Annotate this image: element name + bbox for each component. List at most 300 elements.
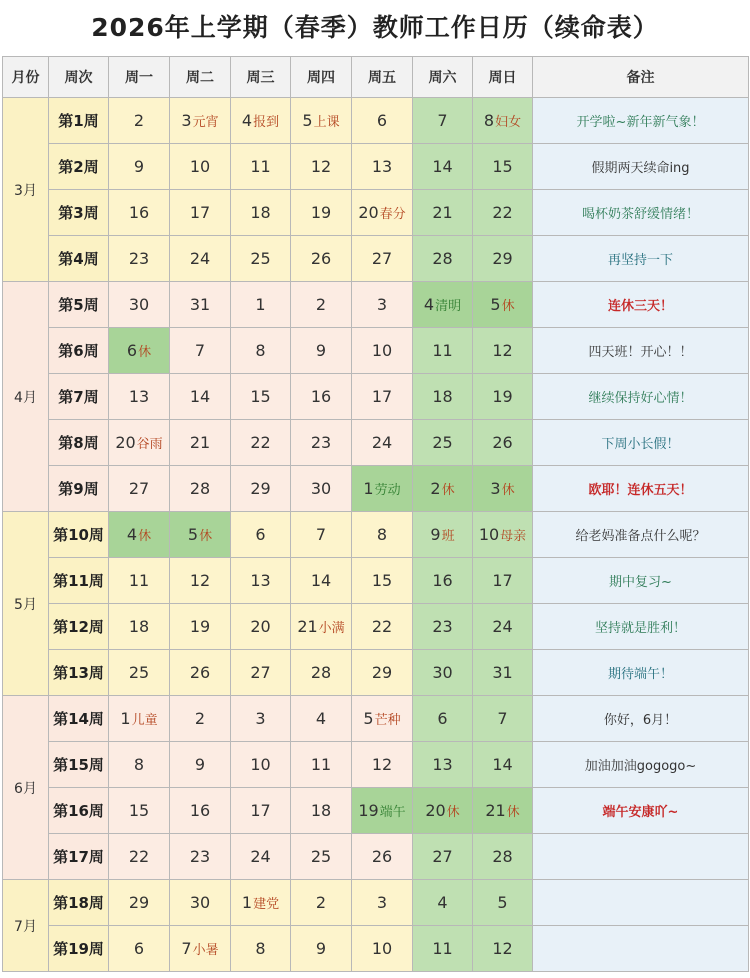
day-number: 30 — [432, 663, 453, 682]
day-number: 24 — [250, 847, 271, 866]
day-number: 9 — [194, 755, 206, 774]
day-cell — [170, 190, 231, 236]
table-row — [3, 328, 749, 374]
day-number: 4 — [437, 893, 448, 912]
day-number: 7 — [194, 341, 206, 360]
day-number: 18 — [128, 617, 150, 636]
day-number: 21 — [432, 203, 453, 222]
day-cell — [413, 650, 473, 696]
day-number: 10 — [250, 755, 271, 774]
day-cell — [231, 420, 291, 466]
month-label: 4月 — [3, 282, 49, 512]
week-label: 第9周 — [49, 466, 109, 512]
day-cell — [291, 328, 352, 374]
day-number: 22 — [371, 617, 393, 636]
day-cell — [473, 880, 533, 926]
day-cell — [170, 650, 231, 696]
day-number: 13 — [432, 755, 453, 774]
day-cell — [473, 512, 533, 558]
day-tag: 休 — [501, 483, 515, 498]
page-title: 2026年上学期（春季）教师工作日历（续命表） — [91, 13, 659, 42]
day-number: 12 — [189, 571, 211, 590]
day-cell — [352, 512, 413, 558]
day-tag: 小暑 — [192, 943, 219, 958]
day-cell — [231, 696, 291, 742]
day-cell — [170, 880, 231, 926]
day-cell — [170, 512, 231, 558]
note-cell: 坚持就是胜利！ — [533, 604, 749, 650]
day-cell — [170, 466, 231, 512]
table-row — [3, 144, 749, 190]
day-number: 16 — [189, 801, 211, 820]
day-tag: 休 — [138, 529, 152, 544]
week-label: 第17周 — [49, 834, 109, 880]
day-number: 6 — [437, 709, 448, 728]
day-number: 6 — [255, 525, 266, 544]
day-cell — [170, 604, 231, 650]
day-tag: 休 — [446, 805, 460, 820]
day-tag: 建党 — [253, 897, 280, 912]
table-row — [3, 788, 749, 834]
day-number: 2 — [430, 479, 441, 498]
day-number: 26 — [189, 663, 211, 682]
day-number: 7 — [497, 709, 508, 728]
day-number: 11 — [432, 341, 453, 360]
day-cell — [291, 144, 352, 190]
day-number: 14 — [432, 157, 453, 176]
day-cell — [170, 834, 231, 880]
day-cell — [109, 604, 170, 650]
day-cell — [170, 558, 231, 604]
day-cell — [473, 466, 533, 512]
day-number: 17 — [189, 203, 211, 222]
day-number: 20 — [115, 433, 136, 452]
note-cell: 你好，6月！ — [533, 696, 749, 742]
day-cell — [170, 420, 231, 466]
day-number: 8 — [483, 111, 495, 130]
table-row — [3, 466, 749, 512]
day-number: 21 — [189, 433, 211, 452]
header-sun: 周日 — [473, 57, 533, 98]
day-number: 19 — [492, 387, 513, 406]
day-number: 11 — [432, 939, 453, 958]
day-cell — [109, 880, 170, 926]
day-tag: 休 — [138, 345, 152, 360]
day-number: 1 — [363, 479, 374, 498]
day-number: 6 — [126, 341, 138, 360]
day-cell — [109, 144, 170, 190]
day-cell — [413, 742, 473, 788]
day-cell — [291, 880, 352, 926]
day-number: 3 — [181, 111, 192, 130]
month-label: 6月 — [3, 696, 49, 880]
day-number: 2 — [133, 111, 145, 130]
day-number: 20 — [425, 801, 446, 820]
day-cell — [413, 282, 473, 328]
table-row — [3, 282, 749, 328]
day-cell — [473, 374, 533, 420]
day-cell — [413, 190, 473, 236]
day-number: 18 — [310, 801, 332, 820]
day-cell — [352, 926, 413, 972]
day-cell — [352, 604, 413, 650]
day-number: 5 — [490, 295, 501, 314]
day-number: 25 — [250, 249, 271, 268]
day-cell — [473, 190, 533, 236]
table-row — [3, 604, 749, 650]
day-cell — [352, 696, 413, 742]
day-number: 8 — [376, 525, 388, 544]
day-cell — [413, 98, 473, 144]
day-number: 13 — [371, 157, 393, 176]
day-number: 12 — [492, 341, 513, 360]
day-cell — [352, 374, 413, 420]
day-number: 10 — [371, 939, 393, 958]
day-cell — [231, 236, 291, 282]
day-number: 7 — [181, 939, 192, 958]
table-row — [3, 236, 749, 282]
day-cell — [109, 788, 170, 834]
day-number: 22 — [250, 433, 271, 452]
day-cell — [291, 696, 352, 742]
day-number: 23 — [310, 433, 332, 452]
day-number: 19 — [189, 617, 211, 636]
day-number: 31 — [189, 295, 211, 314]
day-cell — [109, 466, 170, 512]
day-cell — [109, 98, 170, 144]
day-cell — [231, 742, 291, 788]
day-number: 21 — [297, 617, 318, 636]
day-cell — [109, 834, 170, 880]
day-number: 18 — [432, 387, 453, 406]
day-number: 23 — [432, 617, 453, 636]
day-number: 22 — [128, 847, 150, 866]
table-row — [3, 374, 749, 420]
note-cell: 欧耶！连休五天！ — [533, 466, 749, 512]
day-cell — [473, 282, 533, 328]
day-cell — [352, 98, 413, 144]
day-number: 2 — [315, 893, 327, 912]
day-cell — [413, 788, 473, 834]
day-tag: 妇女 — [495, 115, 522, 130]
day-number: 25 — [128, 663, 150, 682]
day-cell — [413, 834, 473, 880]
day-cell — [170, 98, 231, 144]
day-tag: 休 — [441, 483, 455, 498]
day-number: 7 — [437, 111, 448, 130]
day-number: 6 — [376, 111, 388, 130]
day-number: 17 — [371, 387, 393, 406]
day-cell — [291, 374, 352, 420]
day-tag: 清明 — [435, 299, 462, 314]
day-cell — [413, 558, 473, 604]
day-cell — [170, 374, 231, 420]
day-cell — [231, 604, 291, 650]
note-cell: 下周小长假！ — [533, 420, 749, 466]
day-number: 3 — [255, 709, 266, 728]
note-cell: 继续保持好心情！ — [533, 374, 749, 420]
day-number: 4 — [126, 525, 138, 544]
day-tag: 春分 — [379, 207, 406, 222]
day-number: 24 — [371, 433, 393, 452]
week-label: 第13周 — [49, 650, 109, 696]
week-label: 第1周 — [49, 98, 109, 144]
day-number: 14 — [189, 387, 211, 406]
day-number: 12 — [371, 755, 393, 774]
header-row — [3, 57, 749, 98]
day-number: 29 — [492, 249, 513, 268]
day-number: 13 — [128, 387, 150, 406]
day-number: 3 — [376, 893, 388, 912]
week-label: 第7周 — [49, 374, 109, 420]
day-cell — [291, 466, 352, 512]
day-number: 20 — [358, 203, 379, 222]
note-cell: 喝杯奶茶舒缓情绪！ — [533, 190, 749, 236]
day-cell — [109, 696, 170, 742]
month-label: 5月 — [3, 512, 49, 696]
day-cell — [352, 420, 413, 466]
day-cell — [231, 328, 291, 374]
table-row — [3, 558, 749, 604]
day-number: 31 — [492, 663, 513, 682]
day-cell — [473, 558, 533, 604]
day-cell — [231, 558, 291, 604]
day-number: 8 — [255, 341, 266, 360]
table-row — [3, 190, 749, 236]
day-cell — [352, 742, 413, 788]
day-cell — [473, 788, 533, 834]
day-number: 4 — [423, 295, 435, 314]
day-tag: 班 — [441, 529, 455, 544]
day-number: 29 — [250, 479, 271, 498]
day-cell — [413, 696, 473, 742]
day-number: 5 — [187, 525, 199, 544]
day-number: 30 — [310, 479, 332, 498]
day-cell — [109, 926, 170, 972]
day-number: 24 — [492, 617, 513, 636]
calendar-table — [2, 56, 749, 972]
header-mon: 周一 — [109, 57, 170, 98]
header-thu: 周四 — [291, 57, 352, 98]
day-number: 21 — [485, 801, 506, 820]
day-cell — [413, 926, 473, 972]
day-cell — [109, 650, 170, 696]
day-cell — [231, 374, 291, 420]
day-cell — [473, 604, 533, 650]
day-cell — [231, 834, 291, 880]
day-number: 5 — [302, 111, 313, 130]
note-cell: 开学啦~新年新气象！ — [533, 98, 749, 144]
day-number: 24 — [189, 249, 211, 268]
table-row — [3, 880, 749, 926]
week-label: 第10周 — [49, 512, 109, 558]
day-cell — [413, 880, 473, 926]
day-cell — [473, 420, 533, 466]
week-label: 第2周 — [49, 144, 109, 190]
table-row — [3, 696, 749, 742]
day-cell — [291, 834, 352, 880]
day-cell — [473, 742, 533, 788]
note-cell — [533, 880, 749, 926]
day-cell — [473, 98, 533, 144]
day-cell — [109, 742, 170, 788]
day-tag: 休 — [501, 299, 515, 314]
day-cell — [291, 282, 352, 328]
day-tag: 上课 — [313, 115, 340, 130]
day-cell — [109, 282, 170, 328]
day-number: 12 — [310, 157, 332, 176]
day-cell — [291, 420, 352, 466]
day-tag: 休 — [506, 805, 520, 820]
day-tag: 母亲 — [500, 529, 527, 544]
day-tag: 小满 — [318, 621, 345, 636]
day-number: 15 — [492, 157, 513, 176]
day-number: 8 — [133, 755, 145, 774]
day-number: 29 — [371, 663, 393, 682]
day-cell — [231, 788, 291, 834]
month-label: 7月 — [3, 880, 49, 972]
day-cell — [352, 144, 413, 190]
week-label: 第8周 — [49, 420, 109, 466]
day-cell — [413, 512, 473, 558]
day-cell — [473, 696, 533, 742]
day-number: 28 — [432, 249, 453, 268]
day-cell — [413, 236, 473, 282]
day-number: 1 — [255, 295, 266, 314]
day-number: 19 — [310, 203, 332, 222]
week-label: 第11周 — [49, 558, 109, 604]
day-number: 10 — [189, 157, 211, 176]
day-cell — [352, 466, 413, 512]
day-number: 1 — [241, 893, 253, 912]
day-cell — [291, 558, 352, 604]
day-tag: 元宵 — [192, 115, 219, 130]
header-sat: 周六 — [413, 57, 473, 98]
note-cell: 端午安康吖~ — [533, 788, 749, 834]
day-cell — [109, 374, 170, 420]
day-number: 17 — [250, 801, 271, 820]
day-cell — [413, 466, 473, 512]
day-number: 11 — [310, 755, 332, 774]
day-number: 23 — [189, 847, 211, 866]
week-label: 第4周 — [49, 236, 109, 282]
day-number: 16 — [432, 571, 453, 590]
week-label: 第18周 — [49, 880, 109, 926]
day-cell — [170, 742, 231, 788]
day-tag: 报到 — [253, 115, 280, 130]
header-month: 月份 — [3, 57, 49, 98]
day-cell — [352, 558, 413, 604]
day-cell — [352, 834, 413, 880]
month-label: 3月 — [3, 98, 49, 282]
day-number: 15 — [371, 571, 393, 590]
day-number: 11 — [128, 571, 150, 590]
day-cell — [231, 190, 291, 236]
day-cell — [109, 236, 170, 282]
day-cell — [352, 328, 413, 374]
week-label: 第3周 — [49, 190, 109, 236]
day-number: 23 — [128, 249, 150, 268]
day-number: 10 — [478, 525, 500, 544]
day-cell — [109, 512, 170, 558]
day-cell — [231, 880, 291, 926]
day-cell — [413, 328, 473, 374]
day-cell — [291, 512, 352, 558]
note-cell: 四天班！开心！！ — [533, 328, 749, 374]
day-number: 6 — [133, 939, 145, 958]
table-row — [3, 420, 749, 466]
day-number: 14 — [492, 755, 513, 774]
day-cell — [291, 98, 352, 144]
day-number: 7 — [315, 525, 327, 544]
day-cell — [231, 144, 291, 190]
table-row — [3, 512, 749, 558]
table-row — [3, 742, 749, 788]
day-cell — [473, 144, 533, 190]
day-cell — [231, 98, 291, 144]
week-label: 第12周 — [49, 604, 109, 650]
day-number: 27 — [250, 663, 271, 682]
day-cell — [413, 420, 473, 466]
day-tag: 劳动 — [374, 483, 401, 498]
day-number: 20 — [250, 617, 271, 636]
day-cell — [109, 328, 170, 374]
day-cell — [170, 328, 231, 374]
day-cell — [170, 926, 231, 972]
note-cell — [533, 926, 749, 972]
day-cell — [291, 236, 352, 282]
header-tue: 周二 — [170, 57, 231, 98]
day-number: 27 — [432, 847, 453, 866]
day-cell — [291, 788, 352, 834]
day-cell — [352, 788, 413, 834]
day-number: 2 — [194, 709, 206, 728]
day-cell — [170, 236, 231, 282]
day-cell — [170, 144, 231, 190]
note-cell — [533, 834, 749, 880]
day-cell — [352, 650, 413, 696]
note-cell: 再坚持一下 — [533, 236, 749, 282]
day-number: 13 — [250, 571, 271, 590]
day-cell — [231, 926, 291, 972]
week-label: 第16周 — [49, 788, 109, 834]
day-cell — [473, 236, 533, 282]
day-number: 4 — [315, 709, 327, 728]
day-cell — [352, 282, 413, 328]
day-number: 29 — [128, 893, 150, 912]
day-number: 19 — [358, 801, 379, 820]
day-cell — [352, 190, 413, 236]
week-label: 第14周 — [49, 696, 109, 742]
day-number: 18 — [250, 203, 271, 222]
header-wed: 周三 — [231, 57, 291, 98]
day-number: 12 — [492, 939, 513, 958]
day-cell — [291, 190, 352, 236]
day-cell — [109, 420, 170, 466]
day-cell — [413, 604, 473, 650]
note-cell: 加油加油gogogo~ — [533, 742, 749, 788]
note-cell: 假期两天续命ing — [533, 144, 749, 190]
day-tag: 芒种 — [374, 713, 401, 728]
day-number: 9 — [315, 341, 327, 360]
day-cell — [109, 190, 170, 236]
day-number: 9 — [315, 939, 327, 958]
day-cell — [231, 512, 291, 558]
day-number: 25 — [432, 433, 453, 452]
day-cell — [291, 604, 352, 650]
day-number: 15 — [128, 801, 150, 820]
day-number: 26 — [310, 249, 332, 268]
